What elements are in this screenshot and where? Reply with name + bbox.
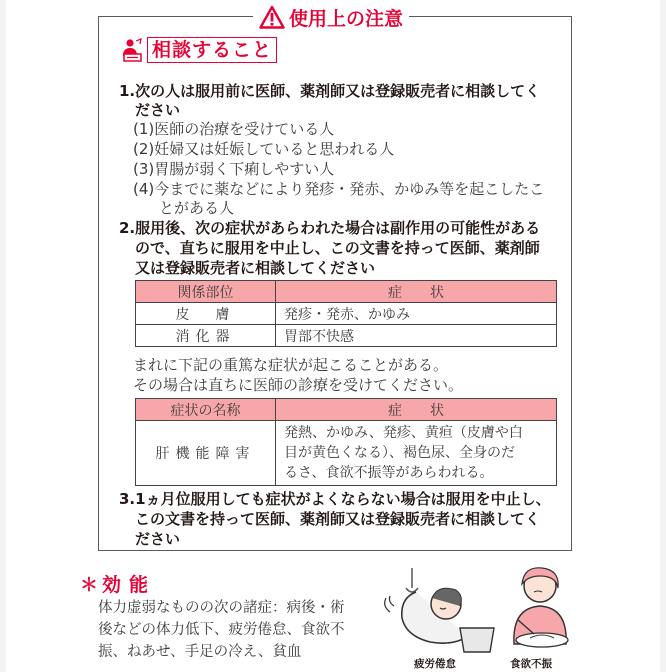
efficacy-line: 体力虚弱なものの次の諸症：病後・術 <box>98 600 345 616</box>
caution-box <box>98 7 572 551</box>
asterisk-icon: ＊ <box>80 575 98 596</box>
item3-heading: 3.1ヵ月位服用しても症状がよくならない場合は服用を中止し、 <box>119 490 551 508</box>
efficacy-line: 振、ねあせ、手足の冷え、貧血 <box>98 644 302 660</box>
table-cell <box>276 421 557 486</box>
table-header: 症状の名称 <box>136 399 276 421</box>
efficacy-line: 後などの体力低下、疲労倦怠、食欲不 <box>98 622 345 638</box>
table-header: 症 状 <box>276 281 557 303</box>
item1-heading: ださい <box>135 101 181 119</box>
item3-heading: ださい <box>135 530 181 548</box>
appetite-loss-illustration-icon <box>500 562 586 656</box>
table-cell: 消化器 <box>136 325 276 347</box>
illustration-caption: 食欲不振 <box>510 658 552 670</box>
note-line: その場合は直ちに医師の診療を受けてください。 <box>133 376 464 394</box>
symptom-line: 目が黄色くなる）、褐色尿、全身のだ <box>284 445 515 461</box>
symptom-line: るさ、食欲不振等があらわれる。 <box>284 465 494 481</box>
table-header: 関係部位 <box>136 281 276 303</box>
item1-sub: (2)妊婦又は妊娠していると思われる人 <box>133 140 395 158</box>
symptom-line: 発熱、かゆみ、発疹、黄疸（皮膚や白 <box>284 425 523 441</box>
table-cell: 皮 膚 <box>136 303 276 325</box>
efficacy-heading <box>80 570 156 597</box>
consult-label: 相談すること <box>147 37 277 63</box>
doctor-consult-icon <box>121 38 143 62</box>
table-row <box>136 325 557 347</box>
caution-title <box>253 3 409 31</box>
serious-symptom-table <box>135 398 557 486</box>
side-effect-table <box>135 280 557 347</box>
warning-icon <box>259 5 285 29</box>
consult-header <box>121 37 277 63</box>
item1-sub: (1)医師の治療を受けている人 <box>133 120 335 138</box>
item2-heading: ので、直ちに服用を中止し、この文書を持って医師、薬剤師 <box>135 239 540 257</box>
fatigue-illustration-icon <box>372 566 502 658</box>
table-cell: 胃部不快感 <box>276 325 557 347</box>
table-row <box>136 421 557 486</box>
table-cell: 肝機能障害 <box>136 421 276 486</box>
item3-heading: この文書を持って医師、薬剤師又は登録販売者に相談してく <box>135 510 541 528</box>
note-line: まれに下記の重篤な症状が起こることがある。 <box>133 356 449 374</box>
efficacy-title: 効能 <box>102 574 157 596</box>
item2-heading: 又は登録販売者に相談してください <box>135 259 376 277</box>
table-header: 症 状 <box>276 399 557 421</box>
caution-title-text: 使用上の注意 <box>289 7 404 30</box>
page <box>6 0 660 672</box>
illustration-caption: 疲労倦怠 <box>414 658 456 670</box>
item1-sub: (4)今までに薬などにより発疹・発赤、かゆみ等を起こしたこ <box>133 180 545 198</box>
item2-heading: 2.服用後、次の症状があらわれた場合は副作用の可能性がある <box>119 219 541 237</box>
item1-heading: 1.次の人は服用前に医師、薬剤師又は登録販売者に相談してく <box>119 82 541 100</box>
table-row <box>136 303 557 325</box>
item1-sub: (3)胃腸が弱く下痢しやすい人 <box>133 160 335 178</box>
table-cell: 発疹・発赤、かゆみ <box>276 303 557 325</box>
item1-sub: とがある人 <box>159 199 235 217</box>
